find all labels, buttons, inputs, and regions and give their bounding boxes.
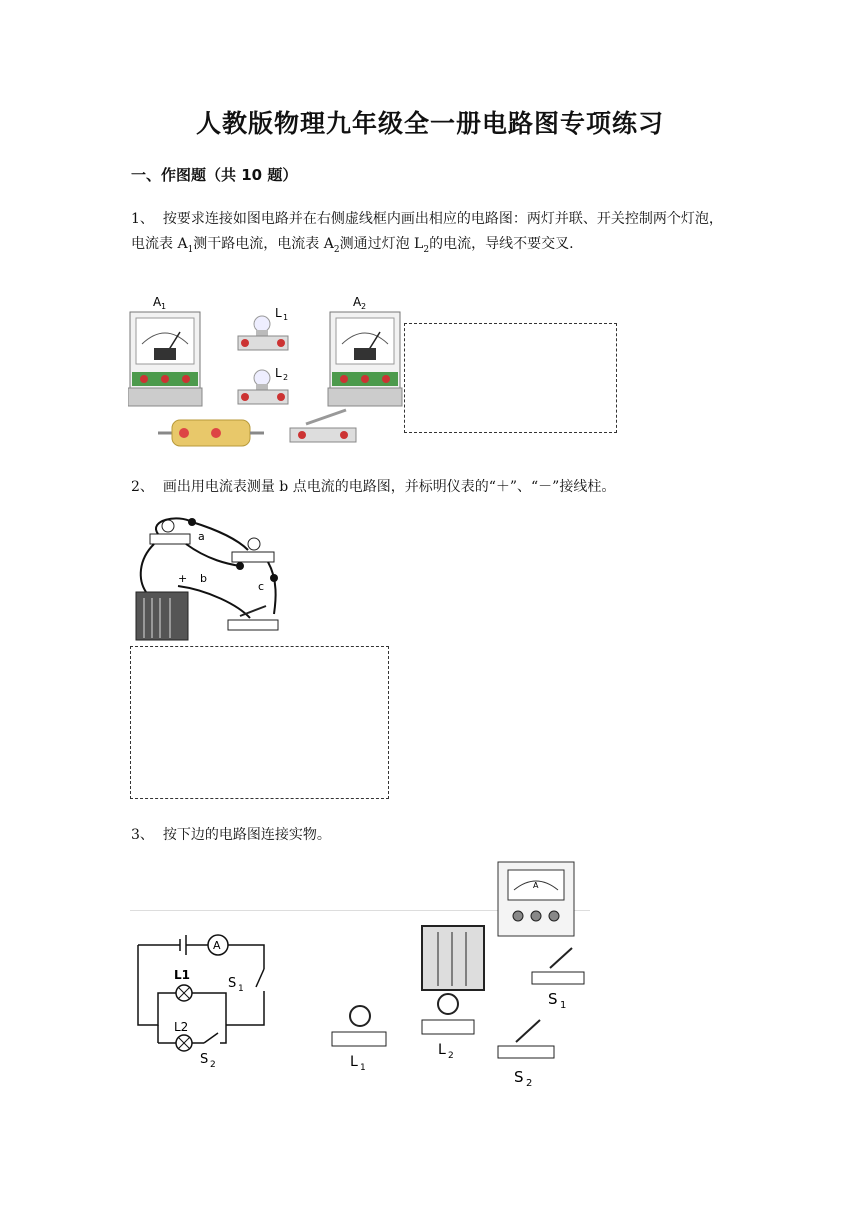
battery-photo [422,926,484,990]
svg-text:S: S [548,990,558,1008]
section-heading: 一、作图题（共 10 题） [131,166,298,184]
battery-image [158,420,264,446]
svg-text:1: 1 [560,1000,567,1011]
svg-text:L: L [350,1054,358,1070]
svg-text:2: 2 [526,1078,533,1089]
ammeter-a2-image [328,295,402,406]
svg-text:2: 2 [210,1060,216,1070]
svg-text:L: L [275,306,282,320]
svg-text:S: S [200,1052,209,1067]
svg-text:A: A [353,295,362,309]
svg-text:L: L [438,1042,446,1058]
question-1-text: 1、 按要求连接如图电路并在右侧虚线框内画出相应的电路图：两灯并联、开关控制两个灯泡，电流表 $A_1$测干路电流，电流表 $A_2$测通过灯泡 $L_2$的电流，导线不要交叉. [131,211,723,255]
ammeter-a1-image [128,295,202,406]
components-photo [328,860,590,1090]
lamp-l1-image [238,306,288,350]
svg-text:c: c [258,580,265,593]
svg-text:A: A [213,939,221,952]
svg-text:1: 1 [283,313,289,322]
answer-box-1[interactable] [404,323,617,433]
circuit-diagram [130,925,280,1070]
svg-text:L2: L2 [174,1020,189,1034]
switch-s1-photo [532,948,584,1011]
svg-text:1: 1 [161,302,167,311]
svg-text:2: 2 [283,373,289,382]
svg-text:b: b [200,572,207,585]
question-2-number: 2、 [131,479,154,495]
lamp-l2-image [238,366,288,404]
switch-s2-photo [498,1020,554,1089]
svg-text:S: S [514,1068,524,1086]
svg-text:S: S [228,976,237,991]
svg-text:L1: L1 [174,968,190,982]
svg-text:A: A [153,295,162,309]
svg-text:A: A [533,881,539,890]
page-title: 人教版物理九年级全一册电路图专项练习 [195,109,664,138]
answer-box-2[interactable] [130,646,389,799]
lamp-l1-photo [332,1006,386,1073]
ammeter-photo [498,862,574,936]
svg-text:2: 2 [448,1051,454,1061]
question-3-text: 3、 按下边的电路图连接实物。 [131,827,331,843]
svg-text:+: + [178,572,188,585]
svg-text:1: 1 [238,984,244,994]
svg-text:a: a [198,530,205,543]
svg-text:L: L [275,366,282,380]
svg-text:2: 2 [361,302,367,311]
lamp-l2-photo [422,994,474,1061]
question-2-figure [128,510,300,642]
svg-text:1: 1 [360,1063,366,1073]
question-3-number: 3、 [131,827,154,843]
switch-image [290,410,356,442]
question-2-text: 2、 画出用电流表测量 b 点电流的电路图，并标明仪表的“＋”、“－”接线柱。 [131,479,616,495]
question-1-number: 1、 [131,211,154,227]
